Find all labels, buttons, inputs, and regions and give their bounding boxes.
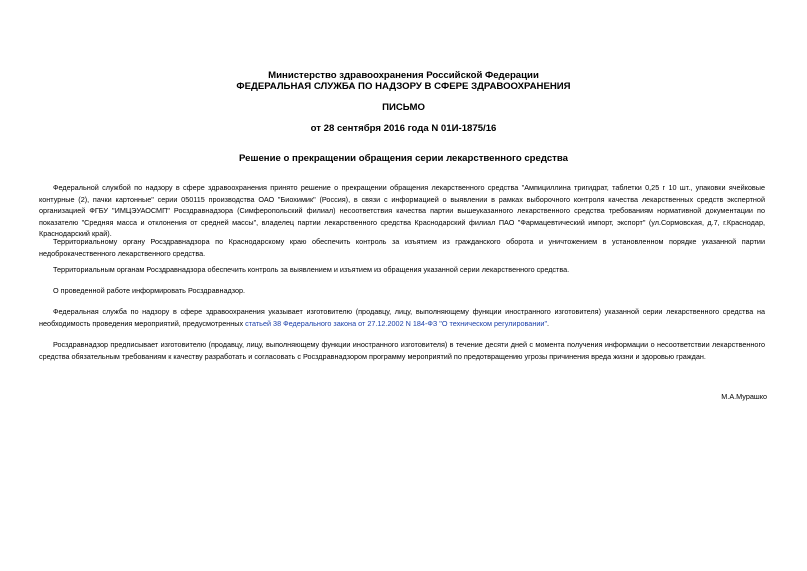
paragraph-decision: [39, 182, 765, 240]
document-subject: Решение о прекращении обращения серии лекарственного средства: [238, 153, 568, 164]
paragraph-text: Федеральной службой по надзору в сфере здравоохранения принято решение о прекращении обращения лекарственного средства "Ампициллина тригидрат, таблетки 0,25 г 10 шт., упаковки ячейковые контурные (2), пачки картонные" серии 050115 производства ОАО "Биохимик" (Россия), в связи с информацией о выявлении в рамках выборочного контроля качества лекарственных средств экспертной организацией ФГБУ "ИМЦЭУАОСМП" Росздравнадзора (Симферопольский филиал) несоответствия качества партии вышеуказанного лекарственного средства требованиям нормативной документации по показателю "Средняя масса и отклонения от средней массы", владелец партии лекарственного средства Краснодарский филиал ПАО "Фармацевтический импорт, экспорт" (ул.Сормовская, д.7, г.Краснодар, Краснодарский край).: [39, 183, 765, 239]
document-type: ПИСЬМО: [382, 102, 425, 113]
paragraph-text-end: .: [547, 318, 550, 328]
paragraph-text: Территориальным органам Росздравнадзора обеспечить контроль за выявлением и изъятием из обращения указанной серии лекарственного средства.: [53, 265, 570, 274]
paragraph-text: Территориальному органу Росздравнадзора по Краснодарскому краю обеспечить контроль за изъятием из гражданского оборота и уничтожением в установленном порядке указанной партии недоброкачественного лекарственного средства.: [39, 237, 765, 258]
paragraph-text-start: Федеральная служба по надзору в сфере здравоохранения указывает изготовителю (продавцу, лицу, выполняющему функции иностранного изготовителя) указанной серии лекарственного средства на необходимость проведения мероприятий, предусмотренных: [39, 307, 765, 328]
ministry-title: Министерство здравоохранения Российской Федерации: [268, 70, 539, 81]
paragraph-program-requirement: [39, 339, 765, 362]
signature-name: М.А.Мурашко: [721, 392, 767, 401]
paragraph-text: О проведенной работе информировать Росздравнадзор.: [53, 286, 246, 295]
paragraph-territorial-control: [39, 264, 765, 276]
service-title: ФЕДЕРАЛЬНАЯ СЛУЖБА ПО НАДЗОРУ В СФЕРЕ ЗДРАВООХРАНЕНИЯ: [236, 81, 571, 92]
paragraph-manufacturer-measures: [39, 306, 765, 329]
law-article-link[interactable]: статьей 38 Федерального закона от 27.12.2002 N 184-ФЗ "О техническом регулировании": [245, 318, 548, 328]
paragraph-text: [39, 306, 765, 329]
paragraph-text: Росздравнадзор предписывает изготовителю (продавцу, лицу, выполняющему функции иностранного изготовителя) в течение десяти дней с момента получения информации о несоответствии лекарственного средства обязательным требованиям к качеству разработать и согласовать с Росздравнадзором программу мероприятий по предотвращению угрозы причинения вреда жизни и здоровью граждан.: [39, 340, 765, 361]
paragraph-inform: [39, 285, 765, 297]
document-date-number: от 28 сентября 2016 года N 01И-1875/16: [310, 123, 497, 134]
paragraph-krasnodar-control: [39, 236, 765, 259]
